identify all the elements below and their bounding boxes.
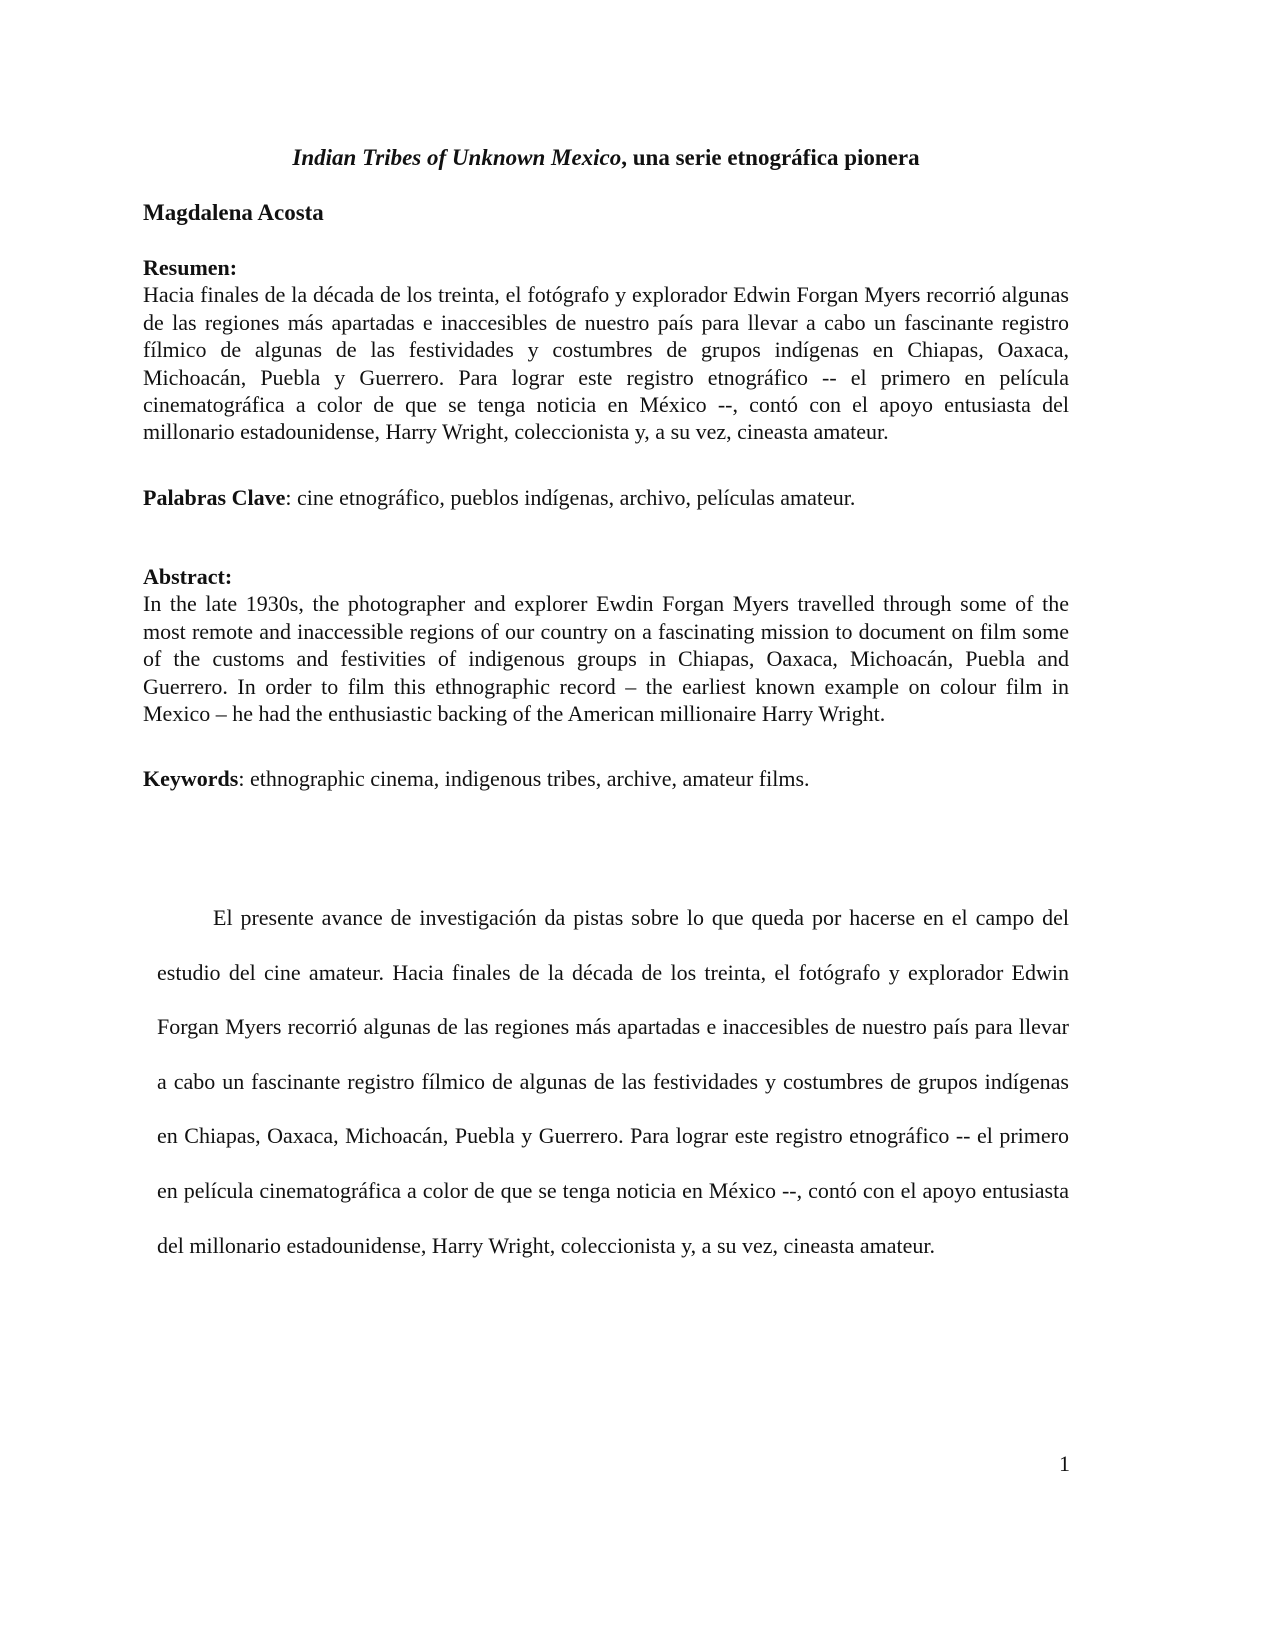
keywords-line <box>143 765 1069 793</box>
body-paragraph: El presente avance de investigación da pistas sobre lo que queda por hacerse en el campo del estudio del cine amateur. Hacia finales de la década de los treinta, el fotógrafo y explorador Edwin Forgan Myers recorrió algunas de las regiones más apartadas e inaccesibles de nuestro país para llevar a cabo un fascinante registro fílmico de algunas de las festividades y costumbres de grupos indígenas en Chiapas, Oaxaca, Michoacán, Puebla y Guerrero. Para lograr este registro etnográfico -- el primero en película cinematográfica a color de que se tenga noticia en México --, contó con el apoyo entusiasta del millonario estadounidense, Harry Wright, coleccionista y, a su vez, cineasta amateur. <box>157 905 1069 1258</box>
keywords-label: Keywords <box>143 766 239 791</box>
resumen-text: Hacia finales de la década de los treinta, el fotógrafo y explorador Edwin Forgan Myers recorrió algunas de las regiones más apartadas e inaccesibles de nuestro país para llevar a cabo un fascinante registro fílmico de algunas de las festividades y costumbres de grupos indígenas en Chiapas, Oaxaca, Michoacán, Puebla y Guerrero. Para lograr este registro etnográfico -- el primero en película cinematográfica a color de que se tenga noticia en México --, contó con el apoyo entusiasta del millonario estadounidense, Harry Wright, coleccionista y, a su vez, cineasta amateur. <box>143 282 1069 445</box>
palabras-clave-text: : cine etnográfico, pueblos indígenas, archivo, películas amateur. <box>285 485 856 510</box>
paper-title-rest: , una serie etnográfica pionera <box>621 145 920 170</box>
paper-title-italic: Indian Tribes of Unknown Mexico <box>292 145 622 170</box>
paper-title <box>143 144 1069 172</box>
abstract-text: In the late 1930s, the photographer and explorer Ewdin Forgan Myers travelled through some of the most remote and inaccessible regions of our country on a fascinating mission to document on film some of the customs and festivities of indigenous groups in Chiapas, Oaxaca, Michoacán, Puebla and Guerrero. In order to film this ethnographic record – the earliest known example on colour film in Mexico – he had the enthusiastic backing of the American millionaire Harry Wright. <box>143 591 1069 727</box>
palabras-clave-label: Palabras Clave <box>143 485 286 510</box>
resumen-section <box>143 254 1069 446</box>
palabras-clave-line <box>143 484 1069 512</box>
abstract-heading: Abstract: <box>143 564 233 589</box>
resumen-heading: Resumen: <box>143 255 238 280</box>
page-number: 1 <box>1059 1451 1070 1476</box>
abstract-section <box>143 563 1069 727</box>
keywords-text: : ethnographic cinema, indigenous tribes, archive, amateur films. <box>238 766 810 791</box>
author-name: Magdalena Acosta <box>143 200 324 225</box>
